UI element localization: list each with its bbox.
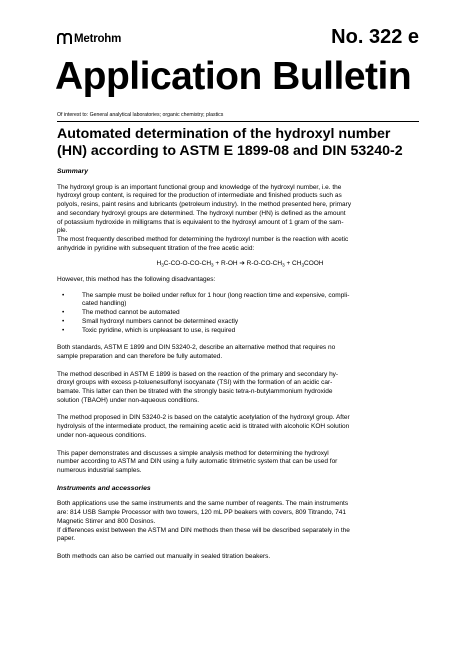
text-line: under non-aqueous conditions. [57, 431, 147, 439]
metrohm-logo [57, 33, 121, 45]
summary-paragraph [57, 344, 419, 361]
text-line: Both applications use the same instruments and the same number of reagents. The main instruments [57, 500, 349, 508]
text-line: ple. [57, 227, 68, 235]
text-line: The hydroxyl group is an important functional group and knowledge of the hydroxyl number, i.e. the [57, 183, 342, 191]
reaction-formula: $H_3C-CO-O-CO-CH_3 + R-OH$ ➔ $R-O-CO-CH_3$ + $CH_3COOH$ [156, 260, 324, 268]
disadvantages-list [57, 292, 419, 336]
text-line: polyols, resins, paint resins and lubricants (petroleum industry). In the method presented here, primary [57, 201, 352, 209]
header [57, 26, 419, 52]
text-line: numerous industrial samples. [57, 466, 142, 474]
text-line: bamate. This latter can then be titrated with the strongly basic tetra-n-butylammonium hydroxide [57, 388, 333, 396]
summary-paragraph [57, 371, 419, 406]
text-line: The method proposed in DIN 53240-2 is based on the catalytic acetylation of the hydroxyl group. After [57, 414, 350, 422]
text-line: number according to ASTM and DIN using a fully automatic titrimetric system that can be used for [57, 458, 338, 466]
text-line: hydroxyl group content, is required for the production of intermediate and finished products such as [57, 192, 342, 200]
list-item: • The method cannot be automated [57, 309, 419, 318]
list-item: • Small hydroxyl numbers cannot be determined exactly [57, 318, 419, 327]
instruments-heading: Instruments and accessories [57, 484, 151, 492]
text-line: paper. [57, 535, 76, 543]
document-body [57, 168, 419, 562]
text-line: The method described in ASTM E 1899 is based on the reaction of the primary and secondary hy- [57, 370, 339, 378]
instruments-paragraph [57, 500, 419, 544]
summary-paragraph [57, 184, 419, 254]
text-line: of potassium hydroxide in milligrams that is equivalent to the hydroxyl amount of 1 gram of the sam- [57, 218, 344, 226]
text-line: and secondary hydroxyl groups are determined. The hydroxyl number (HN) is defined as the amount [57, 209, 346, 217]
text-line: hydrolysis of the intermediate product, the remaining acetic acid is titrated with alcoholic KOH solution [57, 423, 350, 431]
summary-paragraph [57, 450, 419, 476]
text-line: Magnetic Stirrer and 800 Dosinos. [57, 517, 156, 525]
logo-text: Metrohm [74, 33, 122, 45]
text-line: The most frequently described method for determining the hydroxyl number is the reaction with acetic [57, 235, 349, 243]
bulletin-number: No. 322 e [331, 26, 419, 48]
interest-line: Of interest to: General analytical laboratories; organic chemistry; plastics [57, 112, 224, 118]
instruments-paragraph: Both methods can also be carried out manually in sealed titration beakers. [57, 552, 271, 560]
text-line: If differences exist between the ASTM and DIN methods then these will be described separately in the [57, 526, 350, 534]
text-line: This paper demonstrates and discusses a simple analysis method for determining the hydroxyl [57, 449, 329, 457]
page-title: Application Bulletin [55, 55, 412, 98]
metrohm-logo-icon [57, 33, 72, 45]
list-item: • Toxic pyridine, which is unpleasant to use, is required [57, 327, 419, 336]
document-title-line: (HN) according to ASTM E 1899-08 and DIN 53240-2 [57, 143, 403, 159]
text-line: are: 814 USB Sample Processor with two towers, 120 mL PP beakers with covers, 809 Titrando, 741 [57, 509, 347, 517]
summary-heading: Summary [57, 168, 88, 175]
disadvantages-intro: However, this method has the following disadvantages: [57, 276, 216, 284]
document-title-line: Automated determination of the hydroxyl number [57, 126, 391, 142]
divider [57, 121, 419, 122]
list-item: • The sample must be boiled under reflux for 1 hour (long reaction time and expensive, compli- cated handling) [57, 292, 419, 309]
document-title [57, 126, 427, 160]
summary-paragraph [57, 414, 419, 440]
text-line: sample preparation and can therefore be fully automated. [57, 352, 223, 360]
text-line: droxyl groups with excess p-toluenesulfonyl isocyanate (TSI) with the formation of an acidic car- [57, 379, 333, 387]
text-line: anhydride in pyridine with subsequent titration of the free acetic acid: [57, 244, 255, 252]
text-line: solution (TBAOH) under non-aqueous conditions. [57, 396, 199, 404]
text-line: Both standards, ASTM E 1899 and DIN 53240-2, describe an alternative method that requires no [57, 344, 336, 352]
